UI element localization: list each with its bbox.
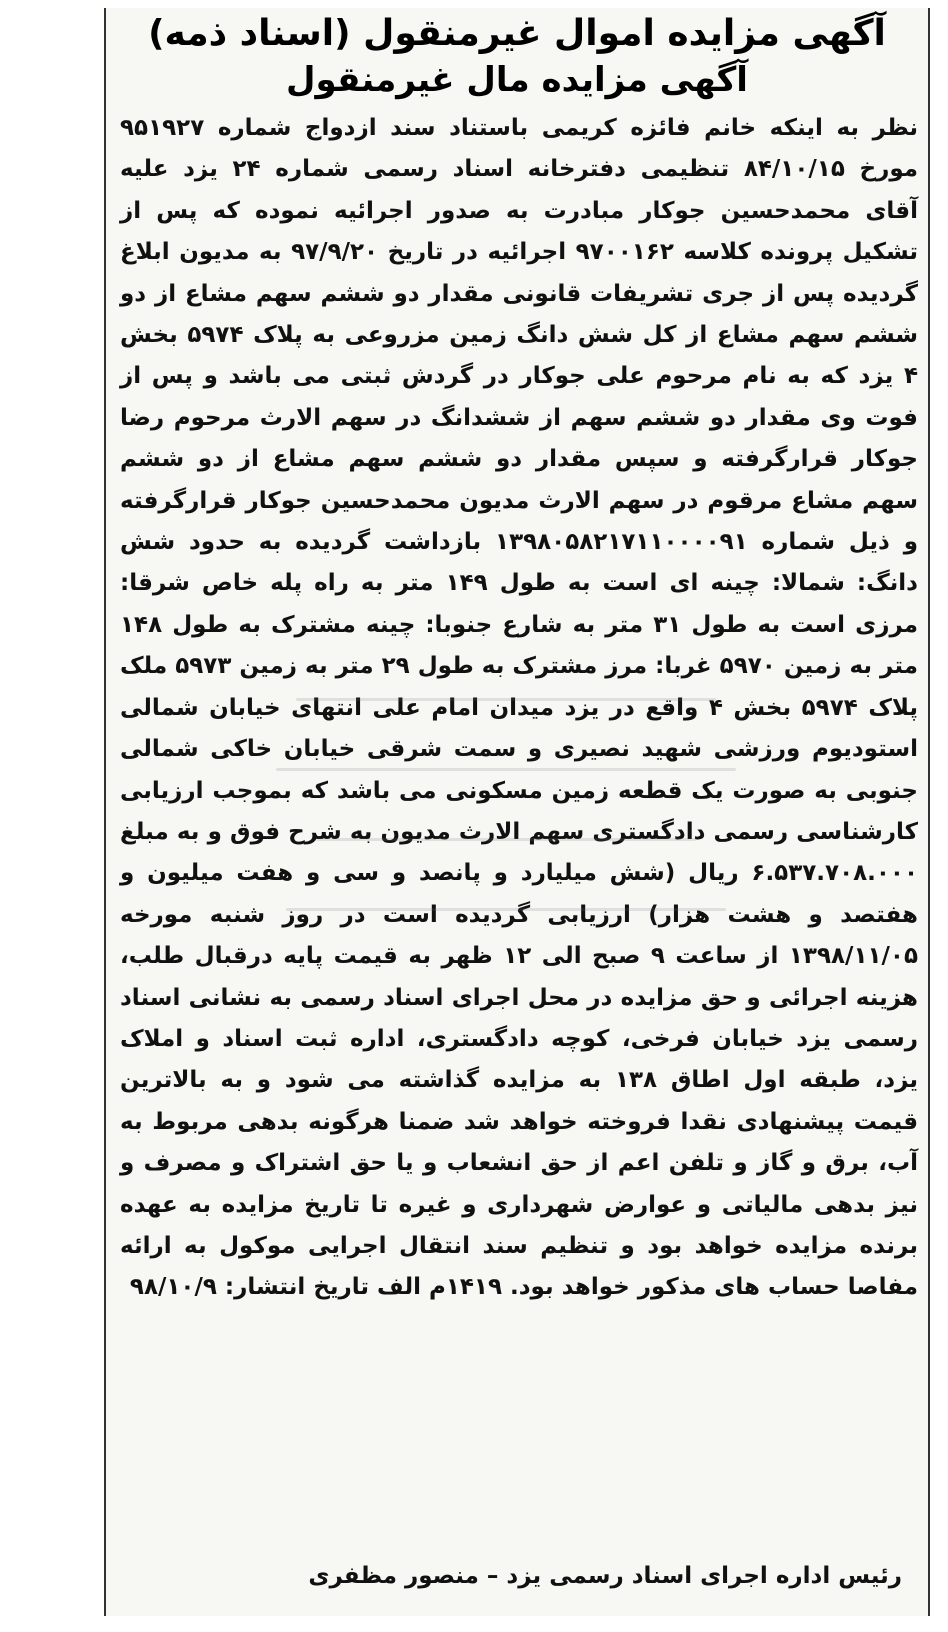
auction-notice [104,8,930,1616]
notice-body: نظر به اینکه خانم فائزه کریمی باستناد سند ازدواج شماره ۹۵۱۹۲۷ مورخ ۸۴/۱۰/۱۵ تنظیمی دفترخانه اسناد رسمی شماره ۲۴ یزد علیه آقای محمدحسین جوکار مبادرت به صدور اجرائیه نموده که پس از تشکیل پرونده کلاسه ۹۷۰۰۱۶۲ اجرائیه در تاریخ ۹۷/۹/۲۰ به مدیون ابلاغ گردیده پس از جری تشریفات قانونی مقدار دو ششم سهم مشاع از دو ششم سهم مشاع از کل شش دانگ زمین مزروعی به پلاک ۵۹۷۴ بخش ۴ یزد که به نام مرحوم علی جوکار در گردش ثبتی می باشد و پس از فوت وی مقدار دو ششم سهم از ششدانگ در سهم الارث مرحوم رضا جوکار قرارگرفته و سپس مقدار دو ششم سهم مشاع از دو ششم سهم مشاع مرقوم در سهم الارث مدیون محمدحسین جوکار قرارگرفته و ذیل شماره ۱۳۹۸۰۵۸۲۱۷۱۱۰۰۰۰۹۱ بازداشت گردیده به حدود شش دانگ: شمالا: چینه ای است به طول ۱۴۹ متر به راه پله خاص شرقا: مرزی است به طول ۳۱ متر به شارع جنوبا: چینه مشترک به طول ۱۴۸ متر به زمین ۵۹۷۰ غربا: مرز مشترک به طول ۲۹ متر به زمین ۵۹۷۳ ملک پلاک ۵۹۷۴ بخش ۴ واقع در یزد میدان امام علی انتهای خیابان شمالی استودیوم ورزشی شهید نصیری و سمت شرقی خیابان خاکی شمالی جنوبی به صورت یک قطعه زمین مسکونی می باشد که بموجب ارزیابی کارشناسی رسمی دادگستری سهم الارث مدیون به شرح فوق و به مبلغ ۶.۵۳۷.۷۰۸.۰۰۰ ریال (شش میلیارد و پانصد و سی و هفت میلیون و هفتصد و هشت هزار) ارزیابی گردیده است در روز شنبه مورخه ۱۳۹۸/۱۱/۰۵ از ساعت ۹ صبح الی ۱۲ ظهر به قیمت پایه درقبال طلب، هزینه اجرائی و حق مزایده در محل اجرای اسناد رسمی به نشانی اسناد رسمی یزد خیابان فرخی، کوچه دادگستری، اداره ثبت اسناد و املاک یزد، طبقه اول اطاق ۱۳۸ به مزایده گذاشته می شود و به بالاترین قیمت پیشنهادی نقدا فروخته خواهد شد ضمنا هرگونه بدهی مربوط به آب، برق و گاز و تلفن اعم از حق انشعاب و یا حق اشتراک و مصرف و نیز بدهی مالیاتی و عوارض شهرداری و غیره تا تاریخ مزایده به عهده برنده مزایده خواهد بود و تنظیم سند انتقال اجرایی موکول به ارائه مفاصا حساب های مذکور خواهد بود. ۱۴۱۹م الف تاریخ انتشار: ۹۸/۱۰/۹ [120,115,919,1301]
notice-subtitle: آگهی مزایده مال غیرمنقول [286,60,748,100]
notice-signature: رئیس اداره اجرای اسناد رسمی یزد – منصور مظفری [308,1563,902,1589]
notice-title: آگهی مزایده اموال غیرمنقول (اسناد ذمه) [148,13,886,54]
